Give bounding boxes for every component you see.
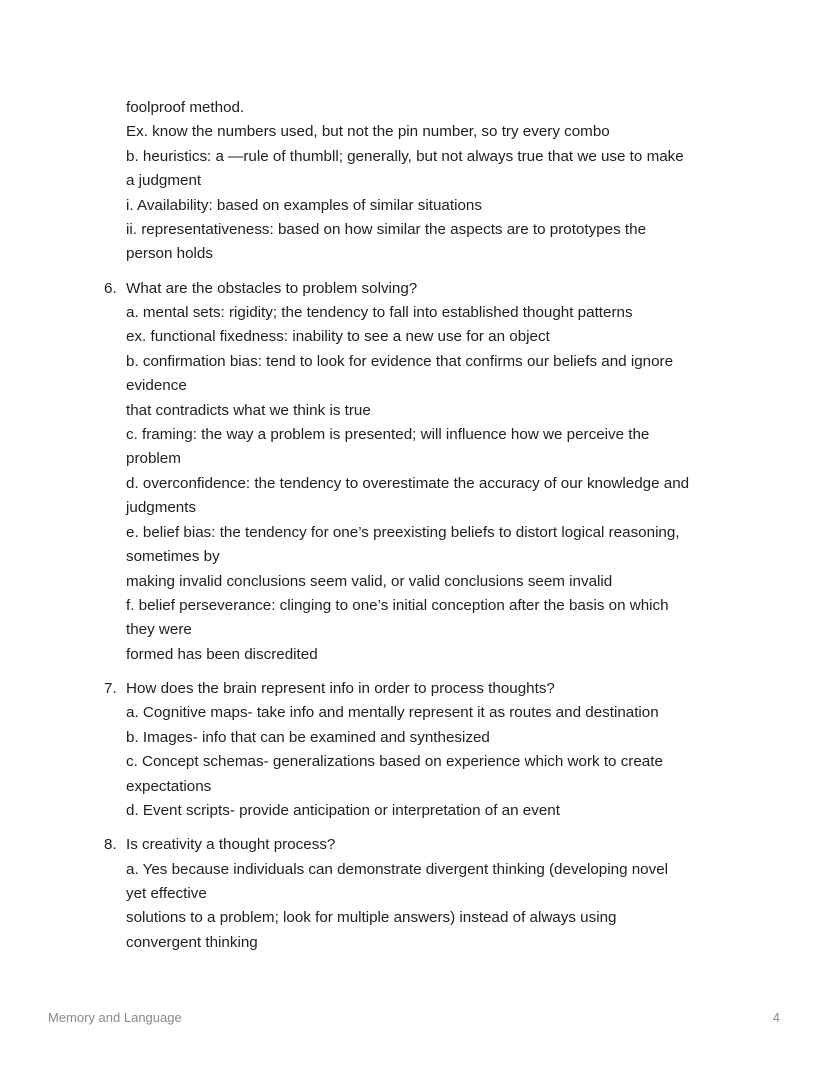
answer-line: problem xyxy=(126,450,181,468)
footer-title: Memory and Language xyxy=(48,1010,182,1025)
question-text: What are the obstacles to problem solving? xyxy=(126,279,418,297)
answer-line: solutions to a problem; look for multiple answers) instead of always using xyxy=(126,909,617,927)
question-7-answers xyxy=(0,701,828,823)
intro-line: foolproof method. xyxy=(126,99,245,116)
answer-line: a. Yes because individuals can demonstrate divergent thinking (developing novel xyxy=(126,860,669,878)
answer-line: expectations xyxy=(126,777,212,795)
answer-line: yet effective xyxy=(126,884,207,902)
intro-block xyxy=(0,96,828,267)
answer-line: b. Images- info that can be examined and synthesized xyxy=(126,728,490,746)
answer-line: d. Event scripts- provide anticipation or interpretation of an event xyxy=(126,801,560,819)
answer-line: d. overconfidence: the tendency to overestimate the accuracy of our knowledge and xyxy=(126,474,690,492)
answer-line: they were xyxy=(126,621,192,639)
question-text: Is creativity a thought process? xyxy=(126,836,336,854)
answer-line: a. mental sets: rigidity; the tendency to fall into established thought patterns xyxy=(126,304,633,322)
answer-line: c. framing: the way a problem is presented; will influence how we perceive the xyxy=(126,426,650,444)
intro-line: person holds xyxy=(126,245,213,263)
answer-line: evidence xyxy=(126,377,187,395)
intro-line: i. Availability: based on examples of similar situations xyxy=(126,196,482,214)
question-8 xyxy=(0,833,828,857)
answer-line: ex. functional fixedness: inability to see a new use for an object xyxy=(126,328,550,346)
intro-line: ii. representativeness: based on how similar the aspects are to prototypes the xyxy=(126,221,647,239)
answer-line: judgments xyxy=(126,499,197,517)
intro-line: Ex. know the numbers used, but not the pin number, so try every combo xyxy=(126,123,610,141)
answer-line: b. confirmation bias: tend to look for evidence that confirms our beliefs and ignore xyxy=(126,352,674,370)
answer-line: c. Concept schemas- generalizations based on experience which work to create xyxy=(126,753,663,771)
answer-line: making invalid conclusions seem valid, or valid conclusions seem invalid xyxy=(126,572,613,590)
intro-line: a judgment xyxy=(126,172,202,190)
answer-line: formed has been discredited xyxy=(126,645,318,663)
question-number: 8. xyxy=(104,836,117,854)
answer-line: that contradicts what we think is true xyxy=(126,401,371,419)
answer-line: f. belief perseverance: clinging to one’s initial conception after the basis on which xyxy=(126,596,669,614)
question-7 xyxy=(0,677,828,701)
question-number: 6. xyxy=(104,279,117,297)
answer-line: sometimes by xyxy=(126,548,220,566)
question-6 xyxy=(0,277,828,301)
intro-line: b. heuristics: a —rule of thumbll; generally, but not always true that we use to make xyxy=(126,147,684,165)
answer-line: e. belief bias: the tendency for one’s preexisting beliefs to distort logical reasoning, xyxy=(126,523,680,541)
answer-line: a. Cognitive maps- take info and mentally represent it as routes and destination xyxy=(126,704,659,722)
question-8-answers xyxy=(0,858,828,956)
page-number: 4 xyxy=(772,1010,780,1025)
document-body xyxy=(0,96,828,955)
question-number: 7. xyxy=(104,679,117,697)
question-text: How does the brain represent info in order to process thoughts? xyxy=(126,679,555,697)
question-6-answers xyxy=(0,301,828,667)
answer-line: convergent thinking xyxy=(126,933,258,951)
